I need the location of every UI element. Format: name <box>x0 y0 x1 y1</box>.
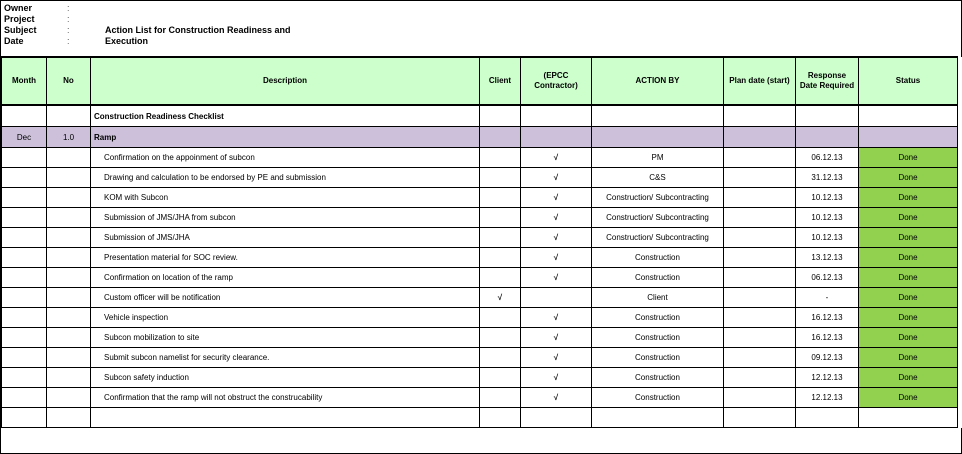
client-tick <box>480 388 521 408</box>
table-row <box>2 348 962 368</box>
cell <box>796 127 859 148</box>
action-by-cell: Client <box>592 288 724 308</box>
cell <box>958 105 962 127</box>
action-by-cell: Construction <box>592 268 724 288</box>
month-cell <box>2 208 47 228</box>
client-tick <box>480 208 521 228</box>
epcc-tick: √ <box>521 248 592 268</box>
epcc-tick: √ <box>521 188 592 208</box>
status-cell: Done <box>859 188 958 208</box>
blank-cell <box>521 408 592 428</box>
subject-label: Subject <box>4 25 37 35</box>
blank-cell <box>480 408 521 428</box>
edge-cell <box>958 228 962 248</box>
response-date-cell: 06.12.13 <box>796 268 859 288</box>
edge-cell <box>958 348 962 368</box>
action-by-cell: Construction <box>592 248 724 268</box>
blank-cell <box>47 408 91 428</box>
col-plan-date: Plan date (start) <box>724 57 796 105</box>
action-by-cell: Construction <box>592 368 724 388</box>
epcc-tick: √ <box>521 368 592 388</box>
epcc-tick: √ <box>521 228 592 248</box>
table-row <box>2 308 962 328</box>
status-cell: Done <box>859 168 958 188</box>
no-cell <box>47 268 91 288</box>
section-row <box>2 105 962 127</box>
no-cell <box>47 168 91 188</box>
month-cell <box>2 288 47 308</box>
response-date-cell: 16.12.13 <box>796 308 859 328</box>
client-tick <box>480 228 521 248</box>
group-row <box>2 127 962 148</box>
client-tick <box>480 148 521 168</box>
col-epcc: (EPCC Contractor) <box>521 57 592 105</box>
table-row <box>2 328 962 348</box>
response-date-cell: 13.12.13 <box>796 248 859 268</box>
plan-date-cell <box>724 388 796 408</box>
no-cell <box>47 208 91 228</box>
column-header-row <box>2 57 962 105</box>
status-cell: Done <box>859 328 958 348</box>
epcc-tick: √ <box>521 168 592 188</box>
action-by-cell: PM <box>592 148 724 168</box>
col-action-by: ACTION BY <box>592 57 724 105</box>
no-cell <box>47 288 91 308</box>
description-cell: Submission of JMS/JHA from subcon <box>91 208 480 228</box>
plan-date-cell <box>724 228 796 248</box>
description-cell: Custom officer will be notification <box>91 288 480 308</box>
plan-date-cell <box>724 208 796 228</box>
no-cell <box>47 228 91 248</box>
table-row <box>2 168 962 188</box>
cell <box>521 127 592 148</box>
action-list-table <box>1 56 962 428</box>
status-cell: Done <box>859 388 958 408</box>
month-cell <box>2 308 47 328</box>
cell <box>592 105 724 127</box>
status-cell: Done <box>859 348 958 368</box>
edge-cell <box>958 308 962 328</box>
status-cell: Done <box>859 368 958 388</box>
project-label: Project <box>4 14 35 24</box>
epcc-tick: √ <box>521 208 592 228</box>
subject-colon: : <box>67 25 70 35</box>
group-no: 1.0 <box>47 127 91 148</box>
section-title: Construction Readiness Checklist <box>91 105 480 127</box>
cell <box>724 105 796 127</box>
plan-date-cell <box>724 248 796 268</box>
owner-row <box>4 3 334 14</box>
edge-cell <box>958 188 962 208</box>
plan-date-cell <box>724 308 796 328</box>
epcc-tick: √ <box>521 148 592 168</box>
action-by-cell: Construction <box>592 348 724 368</box>
blank-cell <box>592 408 724 428</box>
description-cell: Submission of JMS/JHA <box>91 228 480 248</box>
cell <box>859 105 958 127</box>
date-row <box>4 36 334 47</box>
client-tick <box>480 188 521 208</box>
plan-date-cell <box>724 148 796 168</box>
description-cell: KOM with Subcon <box>91 188 480 208</box>
no-cell <box>47 388 91 408</box>
edge-cell <box>958 168 962 188</box>
plan-date-cell <box>724 328 796 348</box>
month-cell <box>2 228 47 248</box>
no-cell <box>47 308 91 328</box>
action-by-cell: Construction/ Subcontracting <box>592 228 724 248</box>
blank-row <box>2 408 962 428</box>
status-cell: Done <box>859 228 958 248</box>
month-cell <box>2 388 47 408</box>
blank-cell <box>2 408 47 428</box>
table-row <box>2 248 962 268</box>
description-cell: Drawing and calculation to be endorsed by PE and submission <box>91 168 480 188</box>
description-cell: Submit subcon namelist for security clearance. <box>91 348 480 368</box>
plan-date-cell <box>724 268 796 288</box>
col-no: No <box>47 57 91 105</box>
response-date-cell: 12.12.13 <box>796 368 859 388</box>
edge-cell <box>958 328 962 348</box>
cell <box>796 105 859 127</box>
response-date-cell: - <box>796 288 859 308</box>
action-by-cell: C&S <box>592 168 724 188</box>
status-cell: Done <box>859 288 958 308</box>
response-date-cell: 10.12.13 <box>796 228 859 248</box>
no-cell <box>47 248 91 268</box>
response-date-cell: 16.12.13 <box>796 328 859 348</box>
col-edge <box>958 57 962 105</box>
description-cell: Confirmation on location of the ramp <box>91 268 480 288</box>
group-month: Dec <box>2 127 47 148</box>
no-cell <box>47 348 91 368</box>
cell <box>724 127 796 148</box>
response-date-cell: 12.12.13 <box>796 388 859 408</box>
status-cell: Done <box>859 268 958 288</box>
table-row <box>2 388 962 408</box>
plan-date-cell <box>724 368 796 388</box>
cell <box>592 127 724 148</box>
client-tick <box>480 168 521 188</box>
col-status: Status <box>859 57 958 105</box>
no-cell <box>47 368 91 388</box>
plan-date-cell <box>724 188 796 208</box>
cell <box>521 105 592 127</box>
owner-label: Owner <box>4 3 33 13</box>
action-by-cell: Construction <box>592 388 724 408</box>
group-title: Ramp <box>91 127 480 148</box>
table-row <box>2 268 962 288</box>
edge-cell <box>958 208 962 228</box>
epcc-tick <box>521 288 592 308</box>
col-description: Description <box>91 57 480 105</box>
document-header <box>4 3 334 47</box>
table-row <box>2 368 962 388</box>
action-by-cell: Construction <box>592 328 724 348</box>
cell <box>47 105 91 127</box>
cell <box>480 105 521 127</box>
edge-cell <box>958 388 962 408</box>
edge-cell <box>958 248 962 268</box>
owner-colon: : <box>67 3 70 13</box>
no-cell <box>47 328 91 348</box>
cell <box>859 127 958 148</box>
status-cell: Done <box>859 308 958 328</box>
no-cell <box>47 148 91 168</box>
action-by-cell: Construction/ Subcontracting <box>592 208 724 228</box>
col-response-date: Response Date Required <box>796 57 859 105</box>
client-tick <box>480 368 521 388</box>
description-cell: Subcon mobilization to site <box>91 328 480 348</box>
month-cell <box>2 148 47 168</box>
response-date-cell: 10.12.13 <box>796 188 859 208</box>
plan-date-cell <box>724 168 796 188</box>
epcc-tick: √ <box>521 348 592 368</box>
project-row <box>4 14 334 25</box>
blank-cell <box>958 408 962 428</box>
description-cell: Presentation material for SOC review. <box>91 248 480 268</box>
blank-cell <box>724 408 796 428</box>
month-cell <box>2 168 47 188</box>
client-tick <box>480 328 521 348</box>
subject-value: Action List for Construction Readiness and Execution <box>105 25 291 46</box>
cell <box>958 127 962 148</box>
month-cell <box>2 328 47 348</box>
edge-cell <box>958 148 962 168</box>
month-cell <box>2 248 47 268</box>
client-tick <box>480 268 521 288</box>
project-colon: : <box>67 14 70 24</box>
cell <box>2 105 47 127</box>
table-row <box>2 148 962 168</box>
epcc-tick: √ <box>521 268 592 288</box>
table-row <box>2 288 962 308</box>
edge-cell <box>958 288 962 308</box>
month-cell <box>2 348 47 368</box>
epcc-tick: √ <box>521 388 592 408</box>
table-row <box>2 208 962 228</box>
action-by-cell: Construction/ Subcontracting <box>592 188 724 208</box>
edge-cell <box>958 268 962 288</box>
description-cell: Subcon safety induction <box>91 368 480 388</box>
client-tick <box>480 248 521 268</box>
action-by-cell: Construction <box>592 308 724 328</box>
client-tick <box>480 308 521 328</box>
status-cell: Done <box>859 208 958 228</box>
edge-cell <box>958 368 962 388</box>
response-date-cell: 31.12.13 <box>796 168 859 188</box>
month-cell <box>2 188 47 208</box>
client-tick <box>480 348 521 368</box>
no-cell <box>47 188 91 208</box>
response-date-cell: 10.12.13 <box>796 208 859 228</box>
plan-date-cell <box>724 348 796 368</box>
plan-date-cell <box>724 288 796 308</box>
blank-cell <box>796 408 859 428</box>
col-month: Month <box>2 57 47 105</box>
month-cell <box>2 368 47 388</box>
blank-cell <box>859 408 958 428</box>
description-cell: Confirmation that the ramp will not obstruct the construcability <box>91 388 480 408</box>
table-row <box>2 228 962 248</box>
response-date-cell: 09.12.13 <box>796 348 859 368</box>
table-row <box>2 188 962 208</box>
blank-cell <box>91 408 480 428</box>
description-cell: Vehicle inspection <box>91 308 480 328</box>
month-cell <box>2 268 47 288</box>
col-client: Client <box>480 57 521 105</box>
date-colon: : <box>67 36 70 46</box>
description-cell: Confirmation on the appoinment of subcon <box>91 148 480 168</box>
status-cell: Done <box>859 248 958 268</box>
status-cell: Done <box>859 148 958 168</box>
date-label: Date <box>4 36 24 46</box>
client-tick: √ <box>480 288 521 308</box>
epcc-tick: √ <box>521 308 592 328</box>
epcc-tick: √ <box>521 328 592 348</box>
cell <box>480 127 521 148</box>
response-date-cell: 06.12.13 <box>796 148 859 168</box>
